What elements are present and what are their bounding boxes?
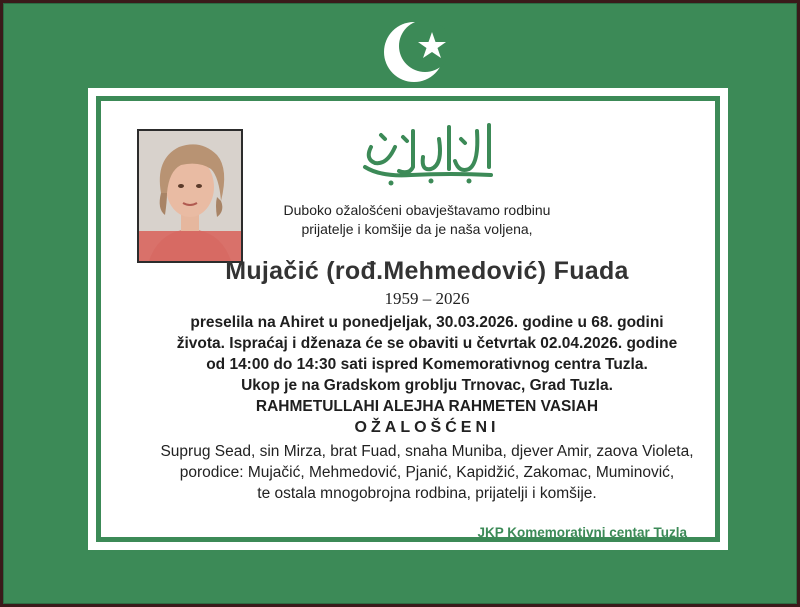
notice-panel	[88, 88, 728, 550]
crescent-star-icon	[384, 16, 448, 88]
mourners-list	[111, 441, 743, 504]
announcement-text	[117, 312, 737, 417]
intro-line: Duboko ožalošćeni obavještavamo rodbinu	[283, 202, 551, 218]
announcement-line: života. Ispraćaj i dženaza će se obaviti u četvrtak 02.04.2026. godine	[176, 335, 678, 352]
obituary-frame	[3, 3, 797, 604]
mourners-line: te ostala mnogobrojna rodbina, prijatelji i komšije.	[257, 485, 597, 502]
mourners-line: porodice: Mujačić, Mehmedović, Pjanić, Kapidžić, Zakomac, Muminović,	[179, 464, 675, 481]
life-years: 1959 – 2026	[384, 289, 470, 308]
prayer-line: RAHMETULLAHI ALEJHA RAHMETEN VASIAH	[255, 398, 599, 415]
announcement-line: od 14:00 do 14:30 sati ispred Komemorativnog centra Tuzla.	[206, 356, 648, 373]
intro-line: prijatelje i komšije da je naša voljena,	[301, 221, 533, 237]
notice-border	[96, 96, 720, 542]
announcement-line: Ukop je na Gradskom groblju Trnovac, Grad Tuzla.	[241, 377, 613, 394]
mourners-line: Suprug Sead, sin Mirza, brat Fuad, snaha Muniba, djever Amir, zaova Violeta,	[160, 443, 694, 460]
mourners-heading: OŽALOŠĆENI	[354, 419, 500, 436]
organization-name: JKP Komemorativni centar Tuzla	[477, 525, 687, 540]
arabic-calligraphy-icon	[351, 117, 501, 191]
notice-content	[107, 107, 709, 540]
intro-text	[257, 201, 577, 239]
deceased-name: Mujačić (rođ.Mehmedović) Fuada	[225, 257, 629, 285]
portrait-photo	[137, 129, 243, 263]
announcement-line: preselila na Ahiret u ponedjeljak, 30.03.2026. godine u 68. godini	[190, 314, 664, 331]
